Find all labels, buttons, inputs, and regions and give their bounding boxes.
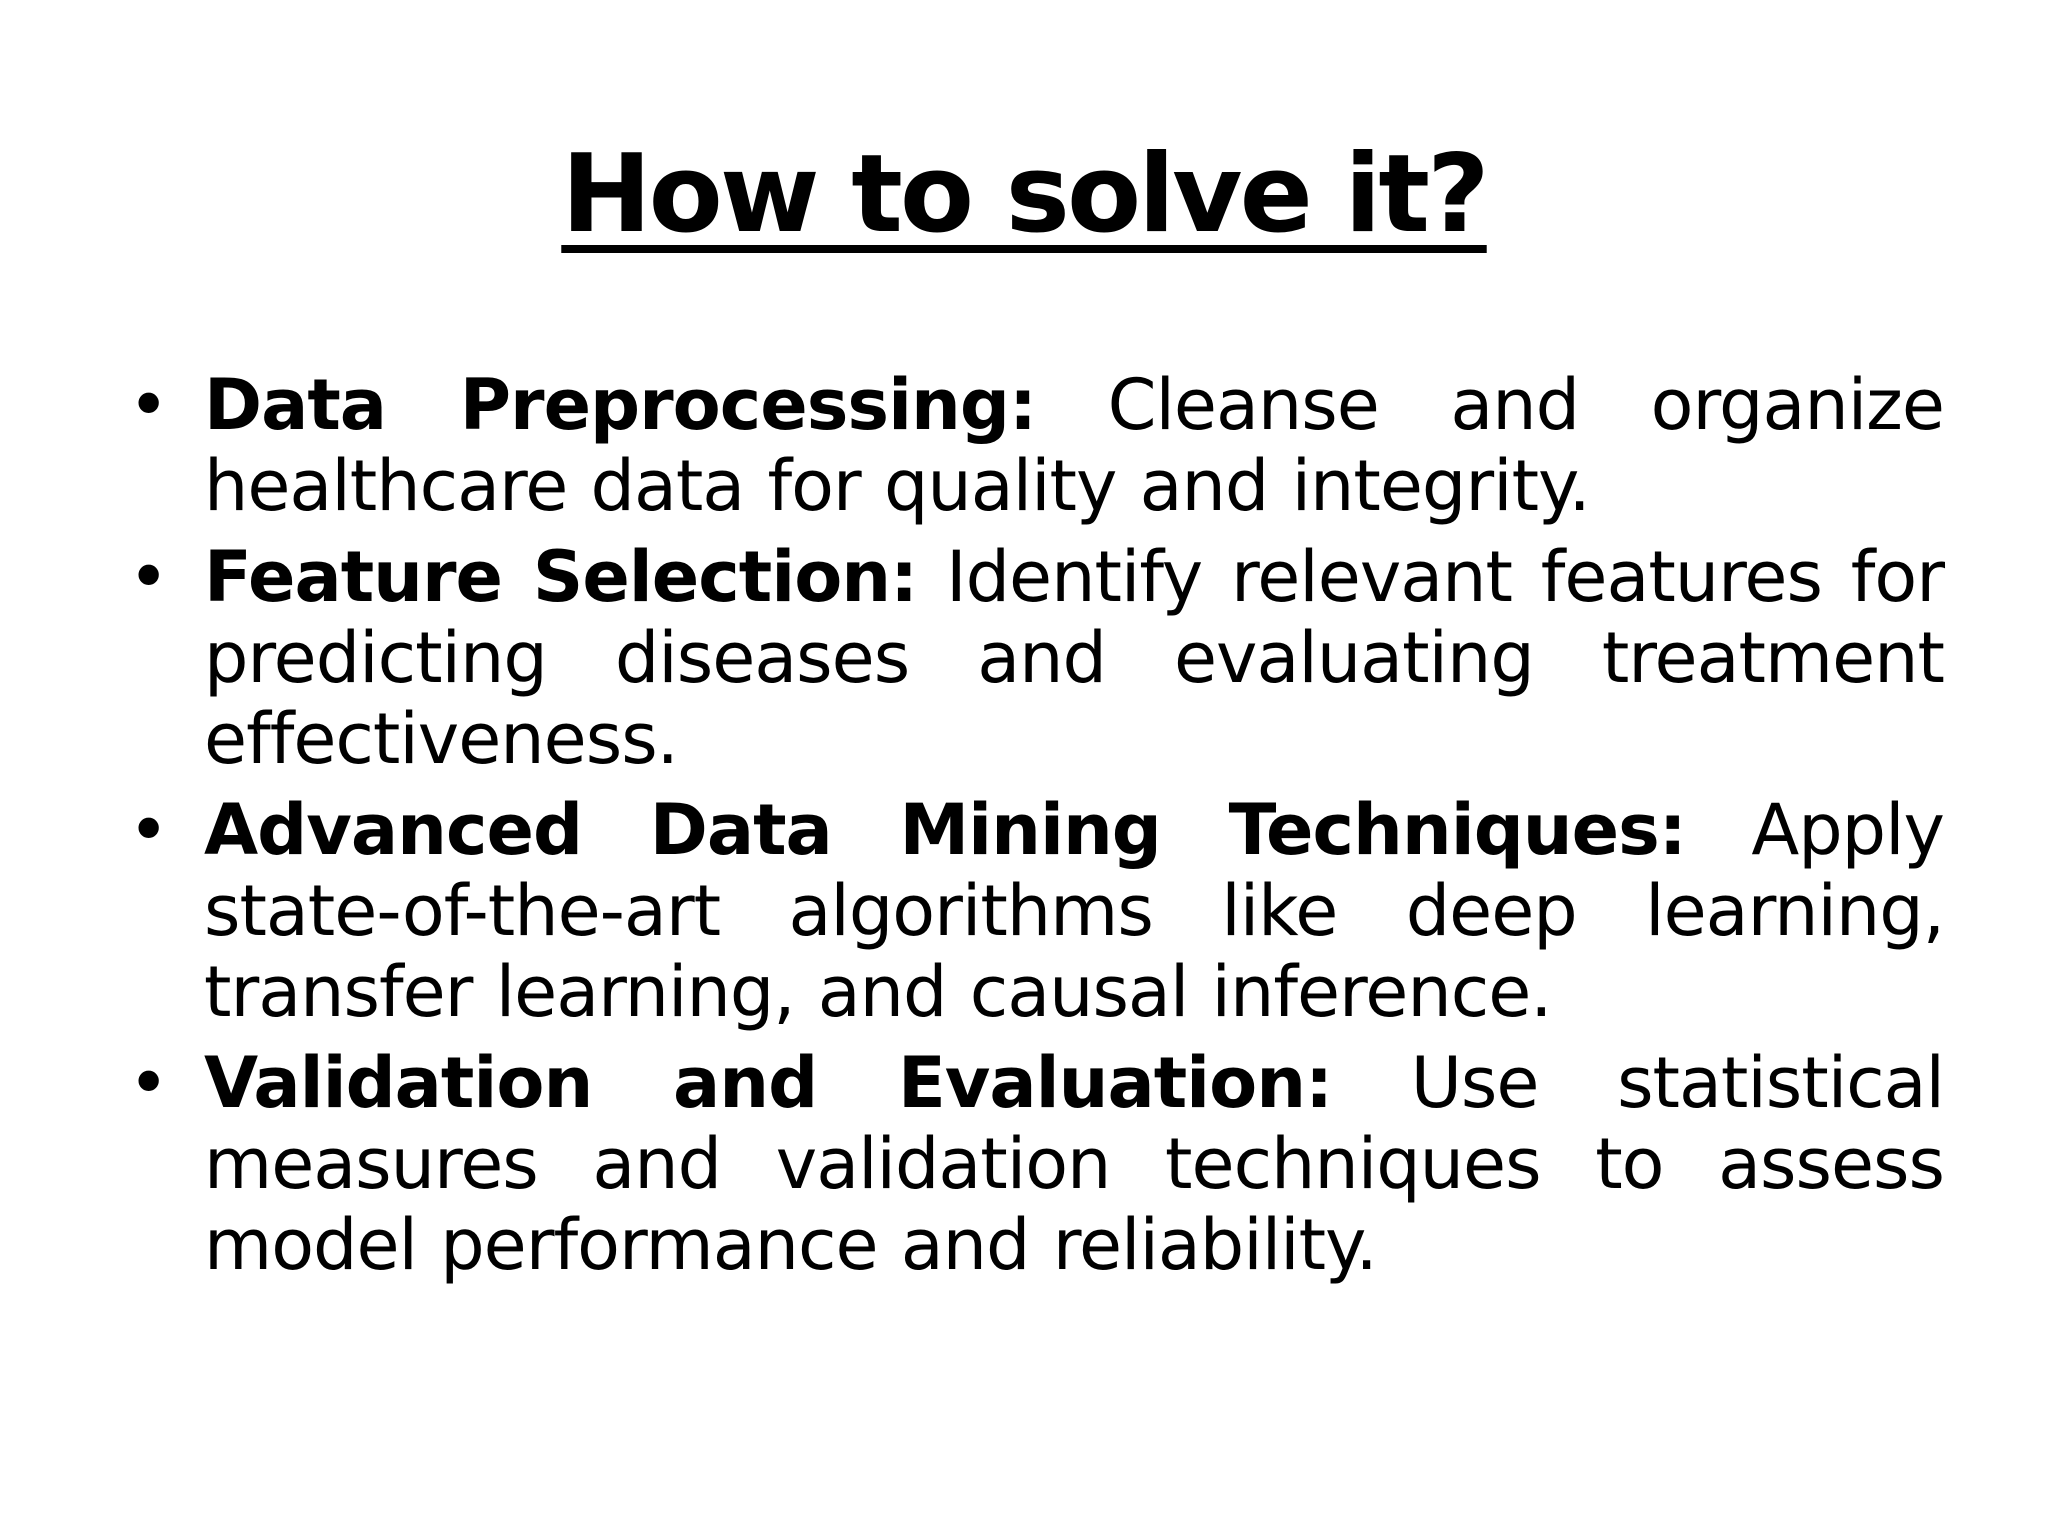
bullet-icon: •	[128, 1042, 169, 1124]
bullet-text: Use statistical measures and validation techniques to assess model performance and reliability.	[204, 1042, 1944, 1286]
bullet-text: Identify relevant features for predicting diseases and evaluating treatment effectiveness.	[204, 536, 1944, 780]
bullet-icon: •	[128, 364, 169, 446]
slide-title	[0, 130, 2048, 260]
bullet-list	[124, 365, 1944, 1296]
bullet-text: Cleanse and organize healthcare data for quality and integrity.	[204, 364, 1944, 527]
slide-title-text: How to solve it?	[561, 132, 1487, 257]
bullet-item-advanced-data-mining	[124, 790, 1944, 1033]
bullet-term: Validation and Evaluation:	[204, 1042, 1333, 1124]
bullet-term: Data Preprocessing:	[204, 364, 1036, 446]
bullet-text: Apply state-of-the-art algorithms like deep learning, transfer learning, and causal inference.	[204, 789, 1944, 1033]
bullet-item-feature-selection	[124, 537, 1944, 780]
bullet-item-validation-evaluation	[124, 1043, 1944, 1286]
bullet-term: Feature Selection:	[204, 536, 918, 618]
bullet-icon: •	[128, 536, 169, 618]
bullet-item-data-preprocessing	[124, 365, 1944, 527]
bullet-term: Advanced Data Mining Techniques:	[204, 789, 1686, 871]
bullet-icon: •	[128, 789, 169, 871]
